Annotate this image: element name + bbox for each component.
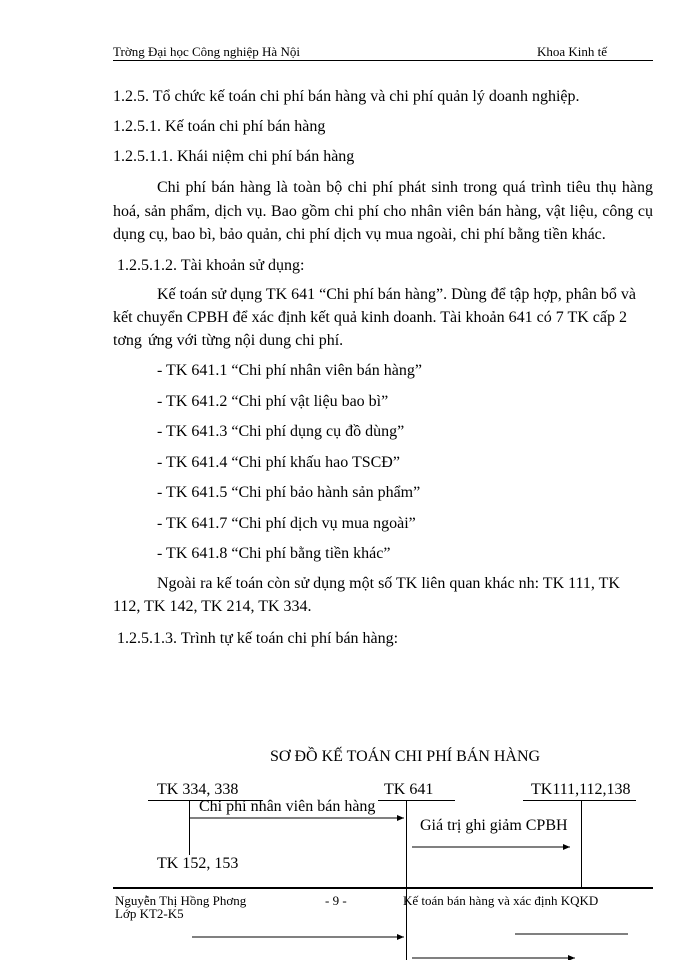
label-staff-cost: Chi phí nhân viên bán hàng	[199, 798, 376, 815]
heading-1-2-5-1-2: 1.2.5.1.2. Tài khoản sử dụng:	[117, 257, 305, 274]
account-item: - TK 641.8 “Chi phí bằng tiền khác”	[157, 545, 391, 562]
paragraph-related-line-1: Ngoài ra kế toán còn sử dụng một số TK liên quan khác nh: TK 111, TK	[157, 575, 620, 592]
paragraph-account-line-3b: ứng với từng nội dung chi phí.	[148, 332, 344, 349]
account-item: - TK 641.5 “Chi phí bảo hành sản phẩm”	[157, 484, 421, 501]
header-school: Trờng Đại học Công nghiệp Hà Nội	[113, 44, 300, 59]
account-item: - TK 641.2 “Chi phí vật liệu bao bì”	[157, 393, 389, 410]
account-item: - TK 641.1 “Chi phí nhân viên bán hàng”	[157, 362, 422, 379]
tk-111-label: TK111,112,138	[531, 781, 631, 798]
account-item: - TK 641.3 “Chi phí dụng cụ đồ dùng”	[157, 423, 405, 440]
paragraph-account-line-3a: tơng	[113, 332, 142, 349]
heading-1-2-5-1-3: 1.2.5.1.3. Trình tự kế toán chi phí bán hàng:	[117, 630, 399, 647]
heading-1-2-5-1-1: 1.2.5.1.1. Khái niệm chi phí bán hàng	[113, 148, 355, 165]
footer-rule	[113, 887, 653, 889]
account-item: - TK 641.4 “Chi phí khấu hao TSCĐ”	[157, 454, 400, 471]
diagram-title: SƠ ĐỒ KẾ TOÁN CHI PHÍ BÁN HÀNG	[270, 748, 541, 765]
tk-334-label: TK 334, 338	[157, 781, 239, 798]
footer-page-number: - 9 -	[325, 893, 347, 908]
footer-author: Nguyễn Thị Hồng Phơng	[115, 893, 247, 908]
heading-1-2-5-1: 1.2.5.1. Kế toán chi phí bán hàng	[113, 118, 326, 135]
paragraph-definition: Chi phí bán hàng là toàn bộ chi phí phát sinh trong quá trình tiêu thụ hàng hoá, sản phẩm, dịch vụ. Bao gồm chi phí cho nhân viên bán hàng, vật liệu, công cụ dụng cụ, bao bì, bảo quản, chi phí dịch vụ mua ngoài, chi phí bằng tiền khác.	[113, 179, 653, 243]
label-reduce-cost: Giá trị ghi giảm CPBH	[420, 817, 568, 834]
tk-641-label: TK 641	[384, 781, 434, 798]
account-item: - TK 641.7 “Chi phí dịch vụ mua ngoài”	[157, 515, 416, 532]
tk-152-label: TK 152, 153	[157, 855, 239, 872]
footer-topic: Kế toán bán hàng và xác định KQKD	[403, 893, 599, 908]
paragraph-account-line-1: Kế toán sử dụng TK 641 “Chi phí bán hàng”. Dùng để tập hợp, phân bổ và	[157, 286, 636, 303]
paragraph-account-line-2: kết chuyển CPBH để xác định kết quả kinh doanh. Tài khoản 641 có 7 TK cấp 2	[113, 309, 627, 326]
footer-class: Lớp KT2-K5	[115, 906, 184, 921]
heading-1-2-5: 1.2.5. Tổ chức kế toán chi phí bán hàng và chi phí quản lý doanh nghiệp.	[113, 88, 580, 105]
header-faculty: Khoa Kinh tế	[537, 44, 608, 59]
paragraph-related-line-2: 112, TK 142, TK 214, TK 334.	[113, 598, 312, 615]
